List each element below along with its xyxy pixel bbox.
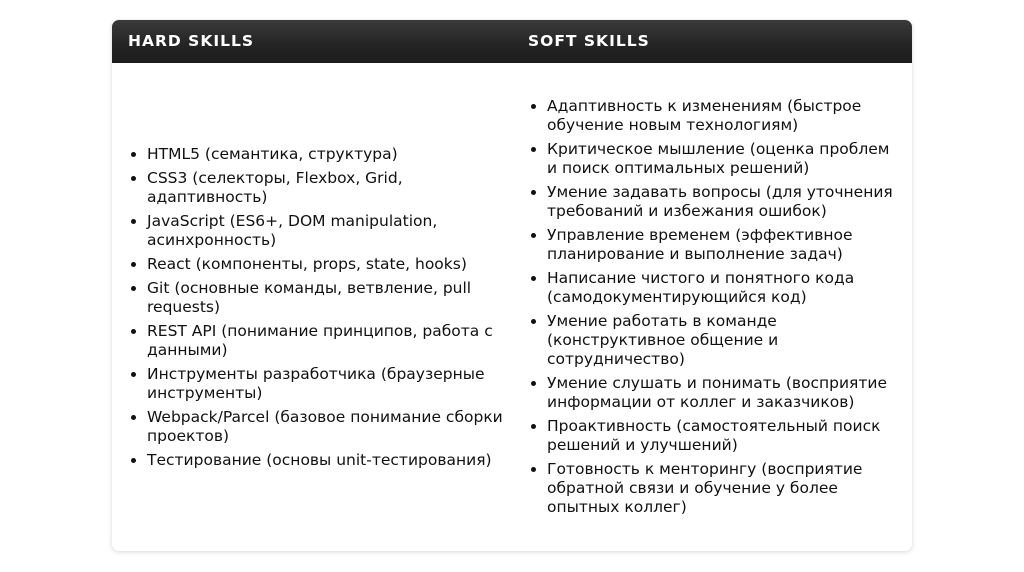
list-item: Написание чистого и понятного кода (самодокументирующийся код) [528,269,904,307]
list-item: Умение слушать и понимать (восприятие информации от коллег и заказчиков) [528,374,904,412]
table-header [112,20,912,63]
soft-skills-title: SOFT SKILLS [528,32,650,50]
list-item: Критическое мышление (оценка проблем и поиск оптимальных решений) [528,140,904,178]
hard-skills-title: HARD SKILLS [128,32,255,50]
list-item: Умение задавать вопросы (для уточнения требований и избежания ошибок) [528,183,904,221]
list-item: Git (основные команды, ветвление, pull requests) [128,279,504,317]
table-body [112,63,912,551]
soft-skills-list [528,97,904,517]
list-item: HTML5 (семантика, структура) [128,145,504,164]
list-item: Webpack/Parcel (базовое понимание сборки проектов) [128,408,504,446]
list-item: Управление временем (эффективное планирование и выполнение задач) [528,226,904,264]
list-item: Умение работать в команде (конструктивное общение и сотрудничество) [528,312,904,369]
list-item: Тестирование (основы unit-тестирования) [128,451,504,470]
list-item: Инструменты разработчика (браузерные инструменты) [128,365,504,403]
hard-skills-column [112,63,512,551]
list-item: REST API (понимание принципов, работа с данными) [128,322,504,360]
soft-skills-column [512,63,912,551]
list-item: JavaScript (ES6+, DOM manipulation, асинхронность) [128,212,504,250]
hard-skills-list [128,145,504,470]
list-item: React (компоненты, props, state, hooks) [128,255,504,274]
list-item: Готовность к менторингу (восприятие обратной связи и обучение у более опытных коллег) [528,460,904,517]
list-item: Адаптивность к изменениям (быстрое обучение новым технологиям) [528,97,904,135]
list-item: Проактивность (самостоятельный поиск решений и улучшений) [528,417,904,455]
skills-table [112,20,912,551]
list-item: CSS3 (селекторы, Flexbox, Grid, адаптивность) [128,169,504,207]
